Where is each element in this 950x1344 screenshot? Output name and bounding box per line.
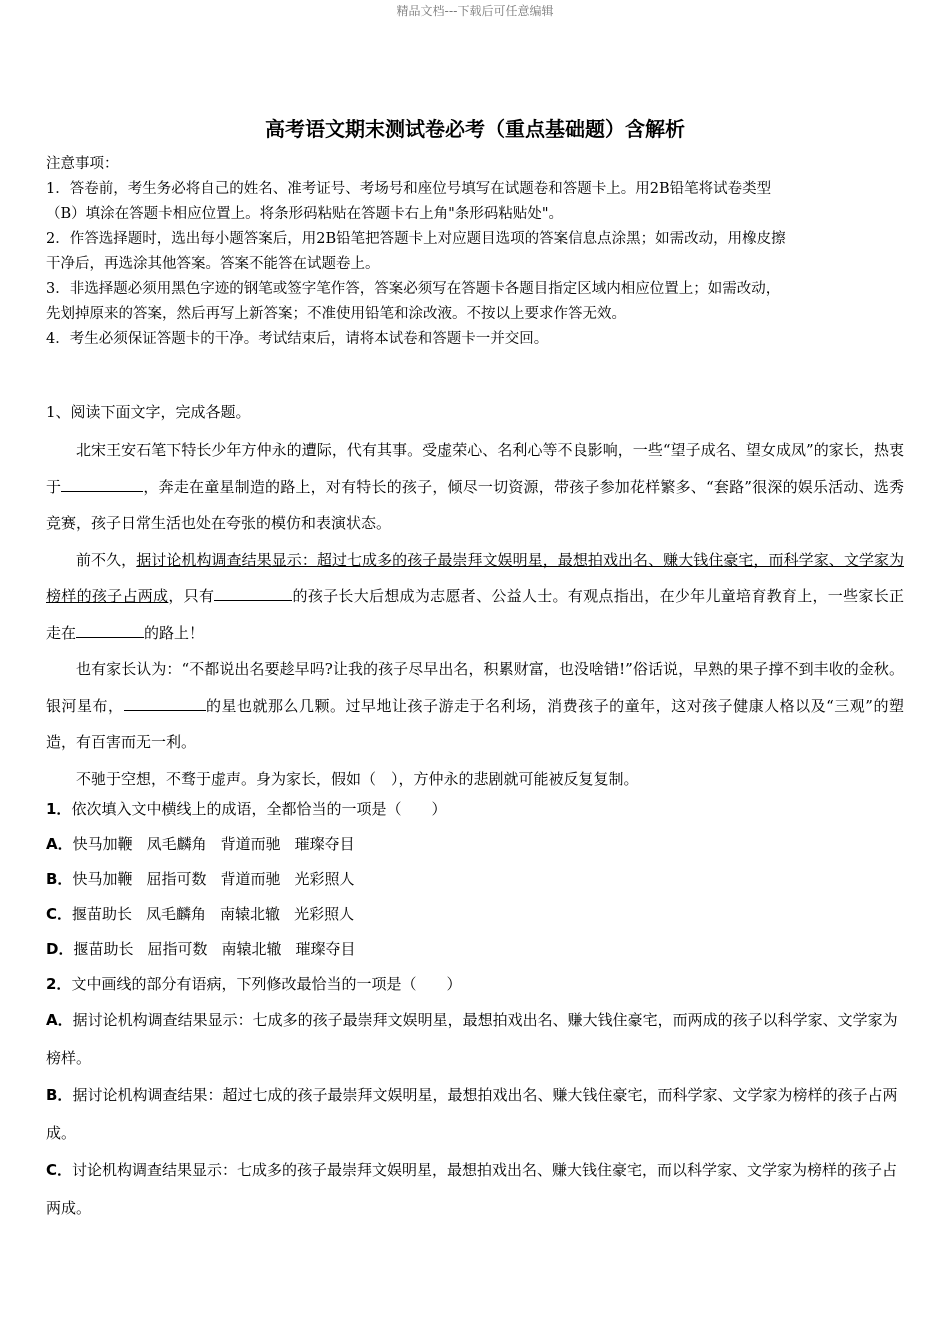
option-word: 屈指可数 bbox=[146, 870, 207, 888]
passage-text: 的星也就那么几颗。过早地让孩子游走于名利场，消费孩子的童年，这对孩子健康人格以及“三观”的塑造，有百害而无一利。 bbox=[46, 696, 904, 751]
option-word: 背道而驰 bbox=[220, 870, 281, 888]
fill-blank-1 bbox=[61, 477, 143, 492]
reading-passage bbox=[46, 432, 904, 797]
option-word: 璀璨夺目 bbox=[295, 940, 356, 958]
notice-heading: 注意事项： bbox=[46, 156, 119, 172]
page-header: 精品文档---下载后可任意编辑 bbox=[396, 4, 554, 18]
option-label: A． bbox=[46, 835, 73, 853]
question-number: 1． bbox=[46, 800, 72, 818]
passage-text: 的路上！ bbox=[144, 623, 205, 642]
notice-line: 3．非选择题必须用黑色字迹的钢笔或签字笔作答，答案必须写在答题卡各题目指定区域内相应位置上；如需改动， bbox=[46, 281, 781, 297]
passage-text: 前不久， bbox=[76, 550, 137, 569]
option-word: 揠苗助长 bbox=[72, 905, 133, 923]
option-label: A． bbox=[46, 1011, 73, 1029]
option-word: 凤毛麟角 bbox=[146, 835, 207, 853]
notice-line: 2．作答选择题时，选出每小题答案后，用2B铅笔把答题卡上对应题目选项的答案信息点涂黑；如需改动，用橡皮擦 bbox=[46, 231, 786, 247]
questions-section bbox=[46, 792, 904, 1227]
option-text: 讨论机构调查结果显示：七成多的孩子最崇拜文娱明星，最想拍戏出名、赚大钱住豪宅，而以科学家、文学家为榜样的孩子占两成。 bbox=[46, 1161, 898, 1217]
question-text: 文中画线的部分有语病，下列修改最恰当的一项是（ ） bbox=[71, 975, 462, 993]
q1-option-d[interactable] bbox=[46, 932, 904, 967]
passage-paragraph-3 bbox=[46, 651, 904, 761]
q2-option-b[interactable] bbox=[46, 1077, 904, 1152]
passage-text: ，奔走在童星制造的路上，对有特长的孩子，倾尽一切资源，带孩子参加花样繁多、“套路”很深的娱乐活动、选秀竞赛，孩子日常生活也处在夸张的模仿和表演状态。 bbox=[46, 477, 904, 532]
passage-paragraph-1 bbox=[46, 432, 904, 542]
fill-blank-3 bbox=[76, 623, 144, 638]
reading-intro: 1、阅读下面文字，完成各题。 bbox=[46, 403, 251, 421]
option-word: 屈指可数 bbox=[147, 940, 208, 958]
fill-blank-4 bbox=[124, 696, 206, 711]
document-title: 高考语文期末测试卷必考（重点基础题）含解析 bbox=[265, 117, 685, 141]
option-word: 南辕北辙 bbox=[220, 905, 281, 923]
question-text: 依次填入文中横线上的成语，全都恰当的一项是（ ） bbox=[71, 800, 447, 818]
question-2-stem bbox=[46, 967, 904, 1002]
option-word: 光彩照人 bbox=[294, 870, 355, 888]
option-word: 南辕北辙 bbox=[221, 940, 282, 958]
option-label: C． bbox=[46, 1161, 73, 1179]
fill-blank-2 bbox=[214, 586, 292, 601]
passage-text: 也有家长认为：“不都说出名要趁早吗?让我的孩子尽早出名，积累财富，也没啥错!”俗话说，早熟的果子撑不到丰收的金秋。银河星布， bbox=[46, 660, 904, 715]
passage-text: ，只有 bbox=[168, 587, 215, 605]
q1-option-b[interactable] bbox=[46, 862, 904, 897]
option-label: C． bbox=[46, 905, 73, 923]
option-label: B． bbox=[46, 870, 73, 888]
notice-line: 先划掉原来的答案，然后再写上新答案；不准使用铅笔和涂改液。不按以上要求作答无效。 bbox=[46, 306, 626, 322]
option-text: 据讨论机构调查结果显示：七成多的孩子最崇拜文娱明星，最想拍戏出名、赚大钱住豪宅，而两成的孩子以科学家、文学家为榜样。 bbox=[46, 1011, 898, 1067]
passage-text: 的孩子长大后想成为志愿者、公益人士。有观点指出，在少年儿童培育教育上，一些家长正走在 bbox=[46, 587, 904, 642]
option-label: D． bbox=[46, 940, 74, 958]
passage-paragraph-2 bbox=[46, 542, 904, 652]
q1-option-a[interactable] bbox=[46, 827, 904, 862]
q1-option-c[interactable] bbox=[46, 897, 904, 932]
option-word: 揠苗助长 bbox=[73, 940, 134, 958]
notice-line: 干净后，再选涂其他答案。答案不能答在试题卷上。 bbox=[46, 256, 380, 272]
underlined-sentence: 据讨论机构调查结果显示：超过七成多的孩子最崇拜文娱明星，最想拍戏出名、赚大钱住豪宅，而科学家、文学家为榜样的孩子占两成 bbox=[46, 550, 904, 605]
passage-text: 北宋王安石笔下特长少年方仲永的遭际，代有其事。受虚荣心、名利心等不良影响，一些“望子成名、望女成凤”的家长，热衷于 bbox=[46, 441, 904, 496]
option-label: B． bbox=[46, 1086, 73, 1104]
passage-paragraph-4: 不驰于空想，不骛于虚声。身为家长，假如（ ），方仲永的悲剧就可能被反复复制。 bbox=[76, 769, 639, 788]
notice-line: 1．答卷前，考生务必将自己的姓名、准考证号、考场号和座位号填写在试题卷和答题卡上。用2B铅笔将试卷类型 bbox=[46, 181, 772, 197]
option-word: 璀璨夺目 bbox=[294, 835, 355, 853]
option-text: 据讨论机构调查结果：超过七成的孩子最崇拜文娱明星，最想拍戏出名、赚大钱住豪宅，而科学家、文学家为榜样的孩子占两成。 bbox=[46, 1086, 898, 1142]
option-word: 快马加鞭 bbox=[72, 835, 133, 853]
question-number: 2． bbox=[46, 975, 72, 993]
q2-option-a[interactable] bbox=[46, 1002, 904, 1077]
notice-line: （B）填涂在答题卡相应位置上。将条形码粘贴在答题卡右上角"条形码粘贴处"。 bbox=[46, 206, 563, 222]
option-word: 凤毛麟角 bbox=[146, 905, 207, 923]
notice-line: 4．考生必须保证答题卡的干净。考试结束后，请将本试卷和答题卡一并交回。 bbox=[46, 331, 549, 347]
question-1-stem bbox=[46, 792, 904, 827]
option-word: 背道而驰 bbox=[220, 835, 281, 853]
option-word: 光彩照人 bbox=[294, 905, 355, 923]
option-word: 快马加鞭 bbox=[72, 870, 133, 888]
q2-option-c[interactable] bbox=[46, 1152, 904, 1227]
notice-section bbox=[46, 152, 906, 352]
